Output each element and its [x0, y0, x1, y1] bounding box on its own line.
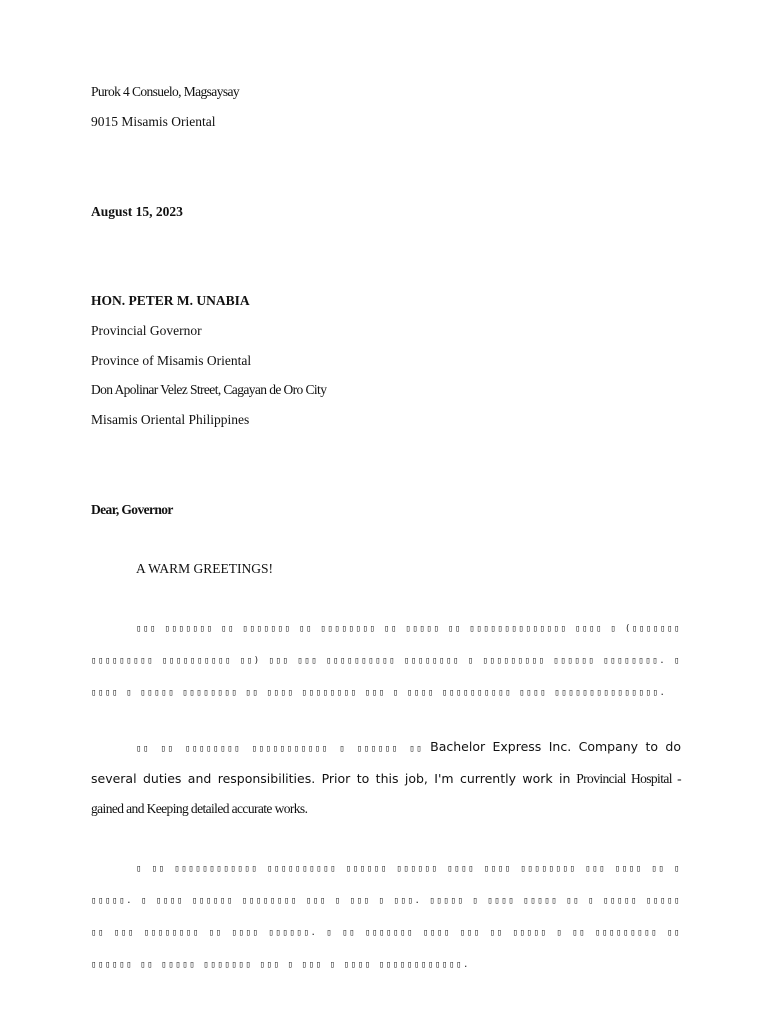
- sender-address-line2: 9015 Misamis Oriental: [91, 114, 216, 129]
- recipient-street: Don Apolinar Velez Street, Cagayan de Oro City: [91, 382, 327, 397]
- sender-address-line1: Purok 4 Consuelo, Magsaysay: [91, 84, 240, 99]
- recipient-region: Misamis Oriental Philippines: [91, 412, 250, 427]
- letter-date: August 15, 2023: [91, 204, 183, 219]
- salutation: Dear, Governor: [91, 502, 173, 517]
- paragraph-3: [91, 852, 681, 980]
- paragraph-3-text: ▯ ▯▯ ▯▯▯▯▯▯▯▯▯▯▯▯ ▯▯▯▯▯▯▯▯▯▯ ▯▯▯▯▯▯ ▯▯▯▯▯▯ ▯▯▯▯ ▯▯▯▯ ▯▯▯▯▯▯▯▯ ▯▯▯ ▯▯▯▯ ▯▯ ▯ ▯▯▯▯▯. ▯ ▯▯▯▯ ▯▯▯▯▯▯ ▯▯▯▯▯▯▯▯ ▯▯▯ ▯ ▯▯▯ ▯ ▯▯▯. ▯▯▯▯▯ ▯ ▯▯▯▯ ▯▯▯▯▯ ▯▯ ▯ ▯▯▯▯▯ ▯▯▯▯▯ ▯▯ ▯▯▯ ▯▯▯▯▯▯▯▯ ▯▯ ▯▯▯▯ ▯▯▯▯▯▯. ▯ ▯▯ ▯▯▯▯▯▯▯ ▯▯▯▯ ▯▯▯ ▯▯ ▯▯▯▯▯ ▯ ▯▯ ▯▯▯▯▯▯▯▯▯ ▯▯ ▯▯▯▯▯▯ ▯▯ ▯▯▯▯▯ ▯▯▯▯▯▯▯ ▯▯▯ ▯ ▯▯▯ ▯ ▯▯▯▯ ▯▯▯▯▯▯▯▯▯▯▯▯.: [91, 864, 681, 970]
- recipient-office: Province of Misamis Oriental: [91, 353, 252, 368]
- paragraph-2-garbled-text: ▯▯ ▯▯ ▯▯▯▯▯▯▯▯ ▯▯▯▯▯▯▯▯▯▯▯ ▯ ▯▯▯▯▯▯ ▯▯: [136, 744, 424, 754]
- recipient-title: Provincial Governor: [91, 323, 202, 338]
- recipient-name: HON. PETER M. UNABIA: [91, 293, 250, 308]
- paragraph-1-text: ▯▯▯ ▯▯▯▯▯▯▯ ▯▯ ▯▯▯▯▯▯▯ ▯▯ ▯▯▯▯▯▯▯▯ ▯▯ ▯▯▯▯▯ ▯▯ ▯▯▯▯▯▯▯▯▯▯▯▯▯▯ ▯▯▯▯ ▯ (▯▯▯▯▯▯▯ ▯▯▯▯▯▯▯▯▯ ▯▯▯▯▯▯▯▯▯▯ ▯▯) ▯▯▯ ▯▯▯ ▯▯▯▯▯▯▯▯▯▯ ▯▯▯▯▯▯▯▯ ▯ ▯▯▯▯▯▯▯▯▯ ▯▯▯▯▯▯ ▯▯▯▯▯▯▯▯. ▯ ▯▯▯▯ ▯ ▯▯▯▯▯ ▯▯▯▯▯▯▯▯ ▯▯ ▯▯▯▯ ▯▯▯▯▯▯▯▯ ▯▯▯ ▯ ▯▯▯▯ ▯▯▯▯▯▯▯▯▯▯ ▯▯▯▯ ▯▯▯▯▯▯▯▯▯▯▯▯▯▯▯.: [91, 624, 681, 698]
- greeting: A WARM GREETINGS!: [136, 561, 274, 576]
- paragraph-1: [91, 612, 681, 708]
- paragraph-2: [91, 732, 681, 824]
- paragraph-2-rest-text: Provincial Hospital - gained and Keeping detailed accurate works.: [91, 771, 681, 816]
- paragraph-2-company-text: Bachelor Express Inc. Company to do several duties and responsibilities. Prior to this job, I'm currently work in: [91, 739, 682, 786]
